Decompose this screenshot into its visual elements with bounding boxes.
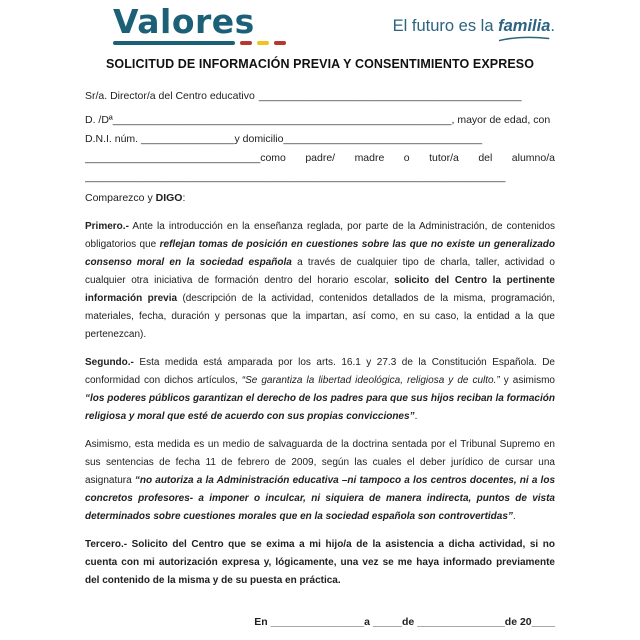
guardian-word: padre/ (305, 152, 336, 164)
guardian-word: alumno/a (511, 152, 555, 164)
segundo-quote: “Se garantiza la libertad ideológica, religiosa y de culto.” (241, 375, 500, 386)
name-suffix: , mayor de edad, con (451, 114, 551, 126)
paragraph-primero (85, 218, 555, 344)
logo-underline-yellow-dash (257, 41, 269, 45)
segundo-text: y asimismo (499, 375, 555, 386)
comparezco-text: Comparezco y (85, 192, 156, 204)
dni-label: D.N.I. núm. (85, 133, 139, 145)
asimismo-text: Asimismo, esta medida es un medio de salvaguarda de la doctrina sentada por el Tribunal Supremo en sus sentencias de fecha 11 de febrero de 2009, según las cuales el deber jurídico de cursar una asignatura (85, 439, 555, 486)
request-form (85, 87, 555, 208)
date-line: En ________________a _____de _______________de 20____ (254, 616, 555, 628)
valores-logo-text: Valores (113, 2, 255, 41)
document-title: SOLICITUD DE INFORMACIÓN PREVIA Y CONSENTIMIENTO EXPRESO (105, 57, 535, 71)
logo-underline-red-dash (274, 41, 286, 45)
primero-bold-request: solicito del Centro la pertinente información previa (85, 275, 555, 304)
valores-logo (113, 4, 286, 45)
segundo-heading: Segundo.- (85, 357, 134, 368)
logo-underline-teal-bar (113, 41, 235, 45)
primero-text: a través de cualquier tipo de charla, taller, actividad o cualquier otra iniciativa de formación dentro del horario escolar, (85, 257, 555, 286)
form-line-director (85, 87, 555, 106)
familia-swoosh-icon (498, 34, 550, 42)
name-fill-line: __________________________________________________________ (112, 114, 452, 126)
logo-underline (113, 41, 286, 45)
form-line-student (85, 168, 555, 187)
comparezco-colon: : (182, 192, 186, 204)
primero-emphasis: reflejan tomas de posición en cuestiones sobre las que no existe un generalizado consenso moral en la sociedad española (85, 239, 555, 268)
director-label: Sr/a. Director/a del Centro educativo (85, 90, 255, 102)
familia-word: familia (498, 17, 551, 35)
guardian-word: del (478, 152, 493, 164)
familia-emphasis (498, 17, 550, 36)
segundo-emphasis-quote: “los poderes públicos garantizan el derecho de los padres para que sus hijos reciban la formación religiosa y moral que esté de acuerdo con sus propias convicciones” (85, 393, 555, 422)
logo-underline-red-dash (240, 41, 252, 45)
guardian-word: madre (354, 152, 385, 164)
guardian-fill-line: ______________________________como (85, 152, 286, 164)
dni-fill-line: ________________ (141, 133, 235, 145)
guardian-word: o (403, 152, 410, 164)
document-header (85, 4, 555, 50)
tagline-prefix: El futuro es la (392, 17, 499, 35)
tercero-heading: Tercero.- (85, 539, 128, 550)
tagline (393, 17, 555, 36)
segundo-text: Esta medida está amparada por los arts. 16.1 y 27.3 de la Constitución Española. De conformidad con dichos artículos, (85, 357, 555, 386)
form-line-dni-domicilio (85, 130, 555, 149)
comparezco-digo: DIGO (155, 192, 183, 204)
paragraph-tercero (85, 536, 555, 590)
document-content (85, 2, 556, 628)
tercero-text: Solicito del Centro que se exima a mi hijo/a de la asistencia a dicha actividad, si no cuenta con mi autorización expresa y, lógicamente, una vez se me haya informado previamente del contenido de la misma y de su puesta en práctica. (85, 539, 555, 586)
paragraph-asimismo (85, 436, 555, 526)
asimismo-period: . (512, 511, 516, 522)
asimismo-emphasis-quote: “no autoriza a la Administración educativa –ni tampoco a los centros docentes, ni a los concretos profesores- a imponer o inculcar, ni siquiera de manera indirecta, puntos de vista determinados sobre cuestiones morales que en la sociedad española son controvertidas” (85, 475, 556, 522)
tagline-period: . (550, 17, 555, 35)
domicilio-label: y domicilio (234, 133, 284, 145)
primero-heading: Primero.- (85, 221, 129, 232)
primero-text: (descripción de la actividad, contenidos detallados de la misma, programación, materiales, fecha, duración y personas que la impartan, así como, en su caso, la entidad a la que pertenezcan). (85, 293, 555, 340)
domicilio-fill-line: __________________________________ (283, 133, 483, 145)
name-label: D. /Dª (85, 114, 113, 126)
form-line-name (85, 111, 555, 130)
comparezco-line (85, 189, 555, 208)
segundo-period: . (414, 411, 418, 422)
guardian-word: tutor/a (429, 152, 459, 164)
primero-text: Ante la introducción en la enseñanza reglada, por parte de la Administración, de contenidos obligatorios que (85, 221, 555, 250)
director-fill-line: _____________________________________________ (258, 90, 522, 102)
paragraph-segundo (85, 354, 555, 426)
student-fill-line: ________________________________________________________________________ (85, 171, 506, 183)
form-line-guardian (85, 149, 555, 168)
